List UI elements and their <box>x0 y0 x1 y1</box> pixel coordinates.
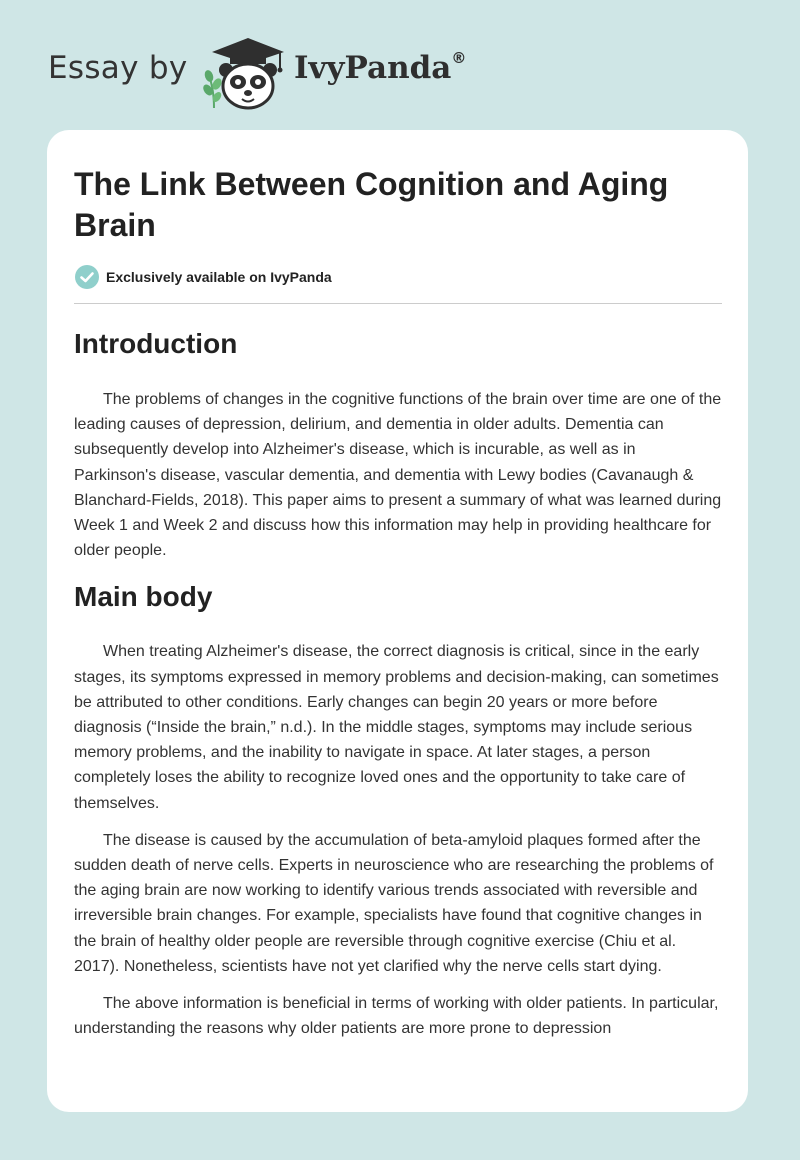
article-body <box>74 320 722 1041</box>
registered-mark: ® <box>451 48 467 67</box>
section-heading-main-body: Main body <box>74 581 213 613</box>
section-heading-introduction: Introduction <box>74 328 238 359</box>
essay-card <box>47 130 748 1112</box>
brand-name[interactable]: IvyPanda® <box>294 48 467 86</box>
paragraph: When treating Alzheimer's disease, the correct diagnosis is critical, since in the early stages, its symptoms expressed in memory problems and decision-making, can sometimes be attributed to other conditions. Early changes can begin 20 years or more before diagnosis (“Inside the brain,” n.d.). In the middle stages, symptoms may include serious memory problems, and the inability to navigate in space. At later stages, a person completely loses the ability to recognize loved ones and the opportunity to take care of themselves. <box>74 643 719 812</box>
panda-graduate-icon[interactable] <box>200 34 290 110</box>
paragraph: The disease is caused by the accumulation of beta-amyloid plaques formed after the sudden death of nerve cells. Experts in neuroscience who are researching the problems of the aging brain are now working to identify various trends associated with reversible and irreversible brain changes. For example, specialists have found that cognitive changes in the brain of healthy older people are reversible through cognitive exercise (Chiu et al. 2017). Nonetheless, scientists have not yet clarified why the nerve cells start dying. <box>74 831 714 975</box>
paragraph: The above information is beneficial in terms of working with older patients. In particular, understanding the reasons why older patients are more prone to depression <box>74 995 719 1038</box>
exclusive-badge <box>74 264 332 290</box>
brand-prefix: Essay by <box>48 50 188 86</box>
badge-text: Exclusively available on IvyPanda <box>106 269 332 285</box>
check-circle-icon <box>74 264 100 290</box>
paragraph: The problems of changes in the cognitive functions of the brain over time are one of the leading causes of depression, delirium, and dementia in older adults. Dementia can subsequently develop into Alzheimer's disease, which is incurable, as well as in Parkinson's disease, vascular dementia, and dementia with Lewy bodies (Cavanaugh & Blanchard-Fields, 2018). This paper aims to present a summary of what was learned during Week 1 and Week 2 and discuss how this information may help in providing healthcare for older people. <box>74 391 722 560</box>
page-title: The Link Between Cognition and Aging Brain <box>74 166 669 243</box>
site-header <box>0 0 800 130</box>
divider <box>74 303 722 304</box>
